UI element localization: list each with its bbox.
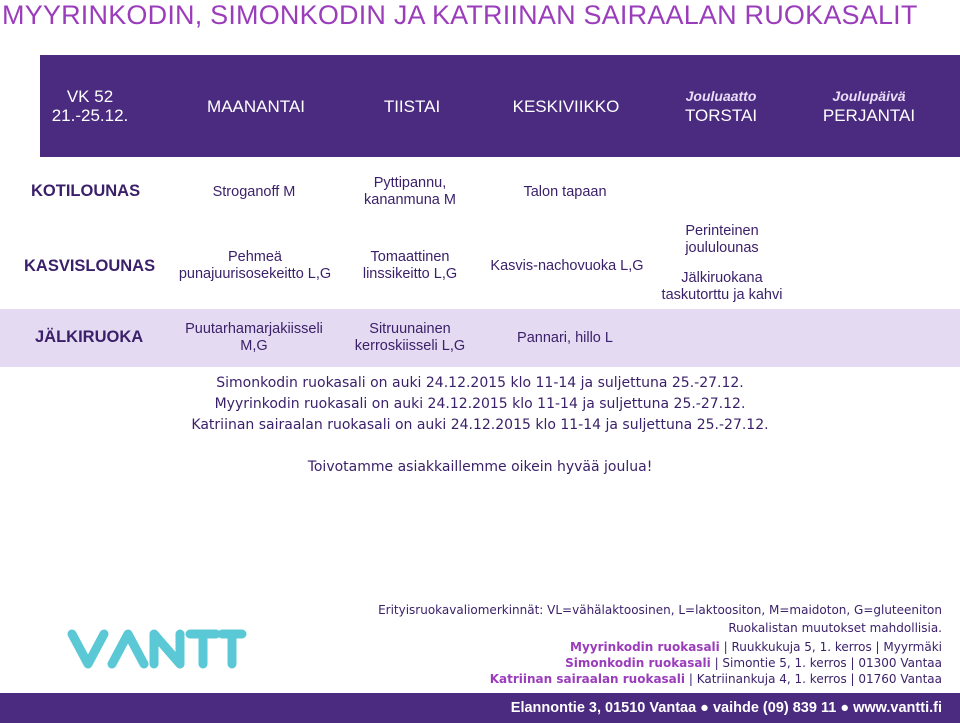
dish-text: Talon tapaan <box>523 183 607 200</box>
notice-myyrinkoti: Myyrinkodin ruokasali on auki 24.12.2015 klo 11-14 ja suljettuna 25.-27.12. <box>214 396 746 412</box>
week-cell <box>40 55 140 157</box>
dish-text: taskutorttu ja kahvi <box>661 286 783 303</box>
location-myyrinkoti <box>570 640 942 654</box>
dish-text: Pehmeä <box>227 249 282 265</box>
dish-text: Puutarhamarjakiisseli <box>185 321 323 337</box>
kotilounas-tuesday <box>332 172 488 212</box>
day-label-wednesday: KESKIVIIKKO <box>512 96 620 116</box>
jalkiruoka-monday <box>176 318 332 358</box>
location-address: | Ruukkukuja 5, 1. kerros | Myyrmäki <box>723 640 942 654</box>
row-label-jalkiruoka: JÄLKIRUOKA <box>35 328 144 346</box>
day-label-tuesday: TIISTAI <box>383 96 441 116</box>
week-label: VK 52 <box>66 87 114 106</box>
day-label-friday: PERJANTAI <box>822 106 916 125</box>
location-address: | Katriinankuja 4, 1. kerros | 01760 Vantaa <box>688 672 942 686</box>
day-label-thursday: TORSTAI <box>684 106 758 125</box>
contact-bar <box>0 693 960 723</box>
day-label-monday: MAANANTAI <box>207 96 305 116</box>
location-katriina <box>490 672 942 686</box>
diet-note: Erityisruokavaliomerkinnät: VL=vähälaktoosinen, L=laktoositon, M=maidoton, G=gluteeniton <box>378 603 942 617</box>
location-name: Simonkodin ruokasali <box>565 656 711 670</box>
dish-text: Kasvis-nachovuoka L,G <box>490 257 644 274</box>
kotilounas-monday <box>176 172 332 212</box>
greeting: Toivotamme asiakkaillemme oikein hyvää joulua! <box>307 459 653 475</box>
vantti-logo <box>66 628 248 670</box>
dish-text: Pyttipannu, <box>373 175 447 191</box>
dish-text: kananmuna M <box>364 192 456 208</box>
kasvislounas-thursday <box>640 218 804 308</box>
dish-text: Jälkiruokana <box>681 269 763 286</box>
row-label-kotilounas: KOTILOUNAS <box>31 182 141 200</box>
holiday-label-thursday: Jouluaatto <box>685 88 757 104</box>
vantti-logo-mark <box>66 628 248 670</box>
dish-text: Pannari, hillo L <box>517 329 613 346</box>
dish-text: kerroskiisseli L,G <box>354 338 466 354</box>
location-name: Myyrinkodin ruokasali <box>570 640 720 654</box>
jalkiruoka-wednesday <box>487 318 643 358</box>
contact-info: Elannontie 3, 01510 Vantaa ● vaihde (09) 839 11 ● www.vantti.fi <box>510 700 942 716</box>
row-label-kasvislounas: KASVISLOUNAS <box>24 257 156 275</box>
location-name: Katriinan sairaalan ruokasali <box>489 672 686 686</box>
kasvislounas-monday <box>173 246 337 286</box>
changes-note: Ruokalistan muutokset mahdollisia. <box>728 621 942 635</box>
jalkiruoka-tuesday <box>332 318 488 358</box>
notice-simonkoti: Simonkodin ruokasali on auki 24.12.2015 klo 11-14 ja suljettuna 25.-27.12. <box>216 375 744 391</box>
notice-katriina: Katriinan sairaalan ruokasali on auki 24.12.2015 klo 11-14 ja suljettuna 25.-27.12. <box>191 417 769 433</box>
kotilounas-wednesday <box>487 172 643 212</box>
location-address: | Simontie 5, 1. kerros | 01300 Vantaa <box>714 656 942 670</box>
dish-text: Perinteinen <box>685 222 759 239</box>
dish-text: M,G <box>240 338 268 354</box>
week-dates: 21.-25.12. <box>51 106 129 125</box>
dish-text: linssikeitto L,G <box>362 266 458 282</box>
kasvislounas-wednesday <box>487 246 647 286</box>
location-simonkoti <box>565 656 942 670</box>
holiday-label-friday: Joulupäivä <box>832 88 906 104</box>
menu-header <box>40 55 960 157</box>
dish-text: joululounas <box>685 239 759 256</box>
kasvislounas-tuesday <box>332 246 488 286</box>
dish-text: Tomaattinen <box>370 249 450 265</box>
dish-text: Stroganoff M <box>212 183 296 200</box>
day-header-friday <box>778 55 960 157</box>
dish-text: punajuurisosekeitto L,G <box>178 266 332 282</box>
page-title: MYYRINKODIN, SIMONKODIN JA KATRIINAN SAIRAALAN RUOKASALIT <box>2 0 918 30</box>
dish-text: Sitruunainen <box>369 321 451 337</box>
